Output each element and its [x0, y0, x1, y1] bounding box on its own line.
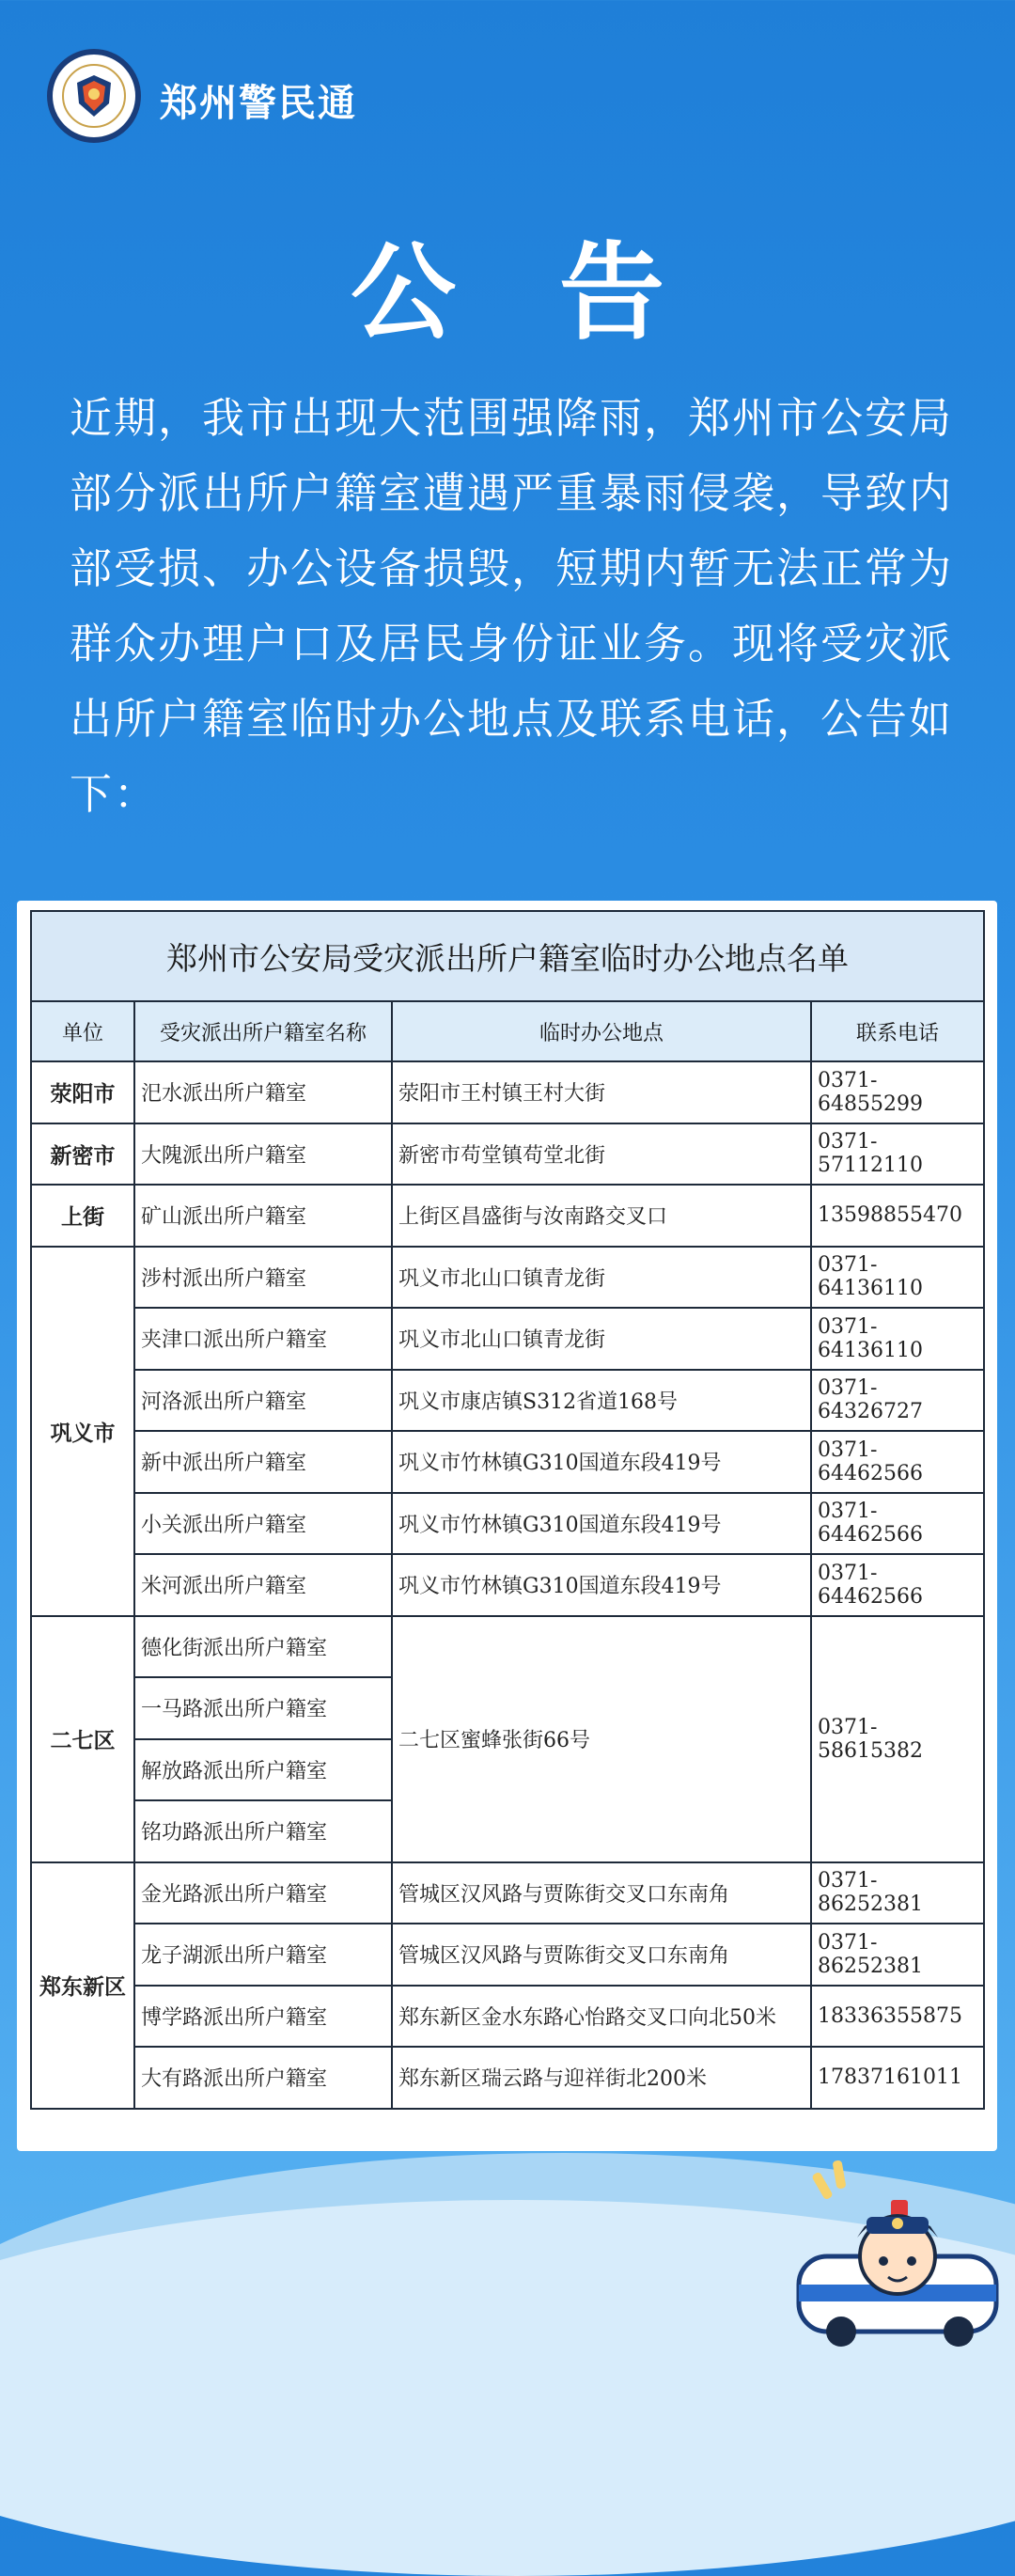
- table-row: [31, 1308, 984, 1370]
- phone-cell: 0371-86252381: [811, 1862, 984, 1924]
- column-header: 单位: [31, 1001, 134, 1061]
- station-name-cell: 龙子湖派出所户籍室: [134, 1924, 392, 1986]
- police-badge-logo-icon: [47, 49, 141, 143]
- phone-cell: 0371-64462566: [811, 1493, 984, 1555]
- phone-cell: 0371-86252381: [811, 1924, 984, 1986]
- table-header-row: [31, 1001, 984, 1061]
- address-cell: 巩义市康店镇S312省道168号: [392, 1370, 811, 1432]
- table-row: [31, 1862, 984, 1924]
- address-cell: 上街区昌盛街与汝南路交叉口: [392, 1185, 811, 1247]
- phone-cell: 18336355875: [811, 1986, 984, 2048]
- phone-cell: 0371-64136110: [811, 1308, 984, 1370]
- notice-text: 近期，我市出现大范围强降雨，郑州市公安局部分派出所户籍室遭遇严重暴雨侵袭，导致内部受损、办公设备损毁，短期内暂无法正常为群众办理户口及居民身份证业务。现将受灾派出所户籍室临时办公地点及联系电话，公告如下：: [70, 393, 954, 819]
- station-name-cell: 一马路派出所户籍室: [134, 1677, 392, 1739]
- table-row: [31, 1431, 984, 1493]
- unit-cell: 荥阳市: [31, 1061, 134, 1123]
- phone-cell: 0371-64462566: [811, 1431, 984, 1493]
- table-row: [31, 2047, 984, 2109]
- table-row: [31, 1061, 984, 1123]
- table-row: [31, 1185, 984, 1247]
- address-cell: 荥阳市王村镇王村大街: [392, 1061, 811, 1123]
- table-row: [31, 1986, 984, 2048]
- station-name-cell: 金光路派出所户籍室: [134, 1862, 392, 1924]
- table-row: [31, 1554, 984, 1616]
- station-name-cell: 新中派出所户籍室: [134, 1431, 392, 1493]
- address-cell: 巩义市北山口镇青龙街: [392, 1308, 811, 1370]
- station-name-cell: 汜水派出所户籍室: [134, 1061, 392, 1123]
- column-header: 联系电话: [811, 1001, 984, 1061]
- column-header: 受灾派出所户籍室名称: [134, 1001, 392, 1061]
- address-cell: 管城区汉风路与贾陈街交叉口东南角: [392, 1924, 811, 1986]
- station-name-cell: 博学路派出所户籍室: [134, 1986, 392, 2048]
- table-caption: 郑州市公安局受灾派出所户籍室临时办公地点名单: [31, 911, 984, 1001]
- table-row: [31, 1123, 984, 1186]
- station-name-cell: 矿山派出所户籍室: [134, 1185, 392, 1247]
- table-caption-row: [31, 911, 984, 1001]
- police-officer-car-mascot-icon: [780, 2144, 1015, 2348]
- table-row: [31, 1924, 984, 1986]
- phone-cell: 0371-57112110: [811, 1123, 984, 1186]
- address-cell: 巩义市竹林镇G310国道东段419号: [392, 1493, 811, 1555]
- address-cell: 郑东新区瑞云路与迎祥街北200米: [392, 2047, 811, 2109]
- address-cell: 二七区蜜蜂张街66号: [392, 1616, 811, 1862]
- phone-cell: 0371-64462566: [811, 1554, 984, 1616]
- table-row: [31, 1370, 984, 1432]
- station-name-cell: 夹津口派出所户籍室: [134, 1308, 392, 1370]
- station-name-cell: 德化街派出所户籍室: [134, 1616, 392, 1678]
- station-name-cell: 河洛派出所户籍室: [134, 1370, 392, 1432]
- page-title: 公告: [351, 232, 768, 354]
- unit-cell: 二七区: [31, 1616, 134, 1862]
- address-cell: 新密市苟堂镇苟堂北街: [392, 1123, 811, 1186]
- address-cell: 巩义市竹林镇G310国道东段419号: [392, 1431, 811, 1493]
- phone-cell: 0371-64136110: [811, 1247, 984, 1309]
- address-cell: 郑东新区金水东路心怡路交叉口向北50米: [392, 1986, 811, 2048]
- address-cell: 巩义市北山口镇青龙街: [392, 1247, 811, 1309]
- address-cell: 巩义市竹林镇G310国道东段419号: [392, 1554, 811, 1616]
- phone-cell: 13598855470: [811, 1185, 984, 1247]
- station-name-cell: 铭功路派出所户籍室: [134, 1800, 392, 1862]
- station-name-cell: 大隗派出所户籍室: [134, 1123, 392, 1186]
- phone-cell: 0371-58615382: [811, 1616, 984, 1862]
- station-name-cell: 大有路派出所户籍室: [134, 2047, 392, 2109]
- unit-cell: 上街: [31, 1185, 134, 1247]
- table-row: [31, 1493, 984, 1555]
- table-row: [31, 1247, 984, 1309]
- unit-cell: 郑东新区: [31, 1862, 134, 2109]
- phone-cell: 0371-64855299: [811, 1061, 984, 1123]
- unit-cell: 巩义市: [31, 1247, 134, 1616]
- unit-cell: 新密市: [31, 1123, 134, 1186]
- address-cell: 管城区汉风路与贾陈街交叉口东南角: [392, 1862, 811, 1924]
- office-table: [30, 910, 985, 2110]
- brand-name: 郑州警民通: [160, 81, 357, 125]
- phone-cell: 17837161011: [811, 2047, 984, 2109]
- station-name-cell: 米河派出所户籍室: [134, 1554, 392, 1616]
- table-row: [31, 1616, 984, 1678]
- phone-cell: 0371-64326727: [811, 1370, 984, 1432]
- station-name-cell: 小关派出所户籍室: [134, 1493, 392, 1555]
- station-name-cell: 涉村派出所户籍室: [134, 1247, 392, 1309]
- station-name-cell: 解放路派出所户籍室: [134, 1739, 392, 1801]
- column-header: 临时办公地点: [392, 1001, 811, 1061]
